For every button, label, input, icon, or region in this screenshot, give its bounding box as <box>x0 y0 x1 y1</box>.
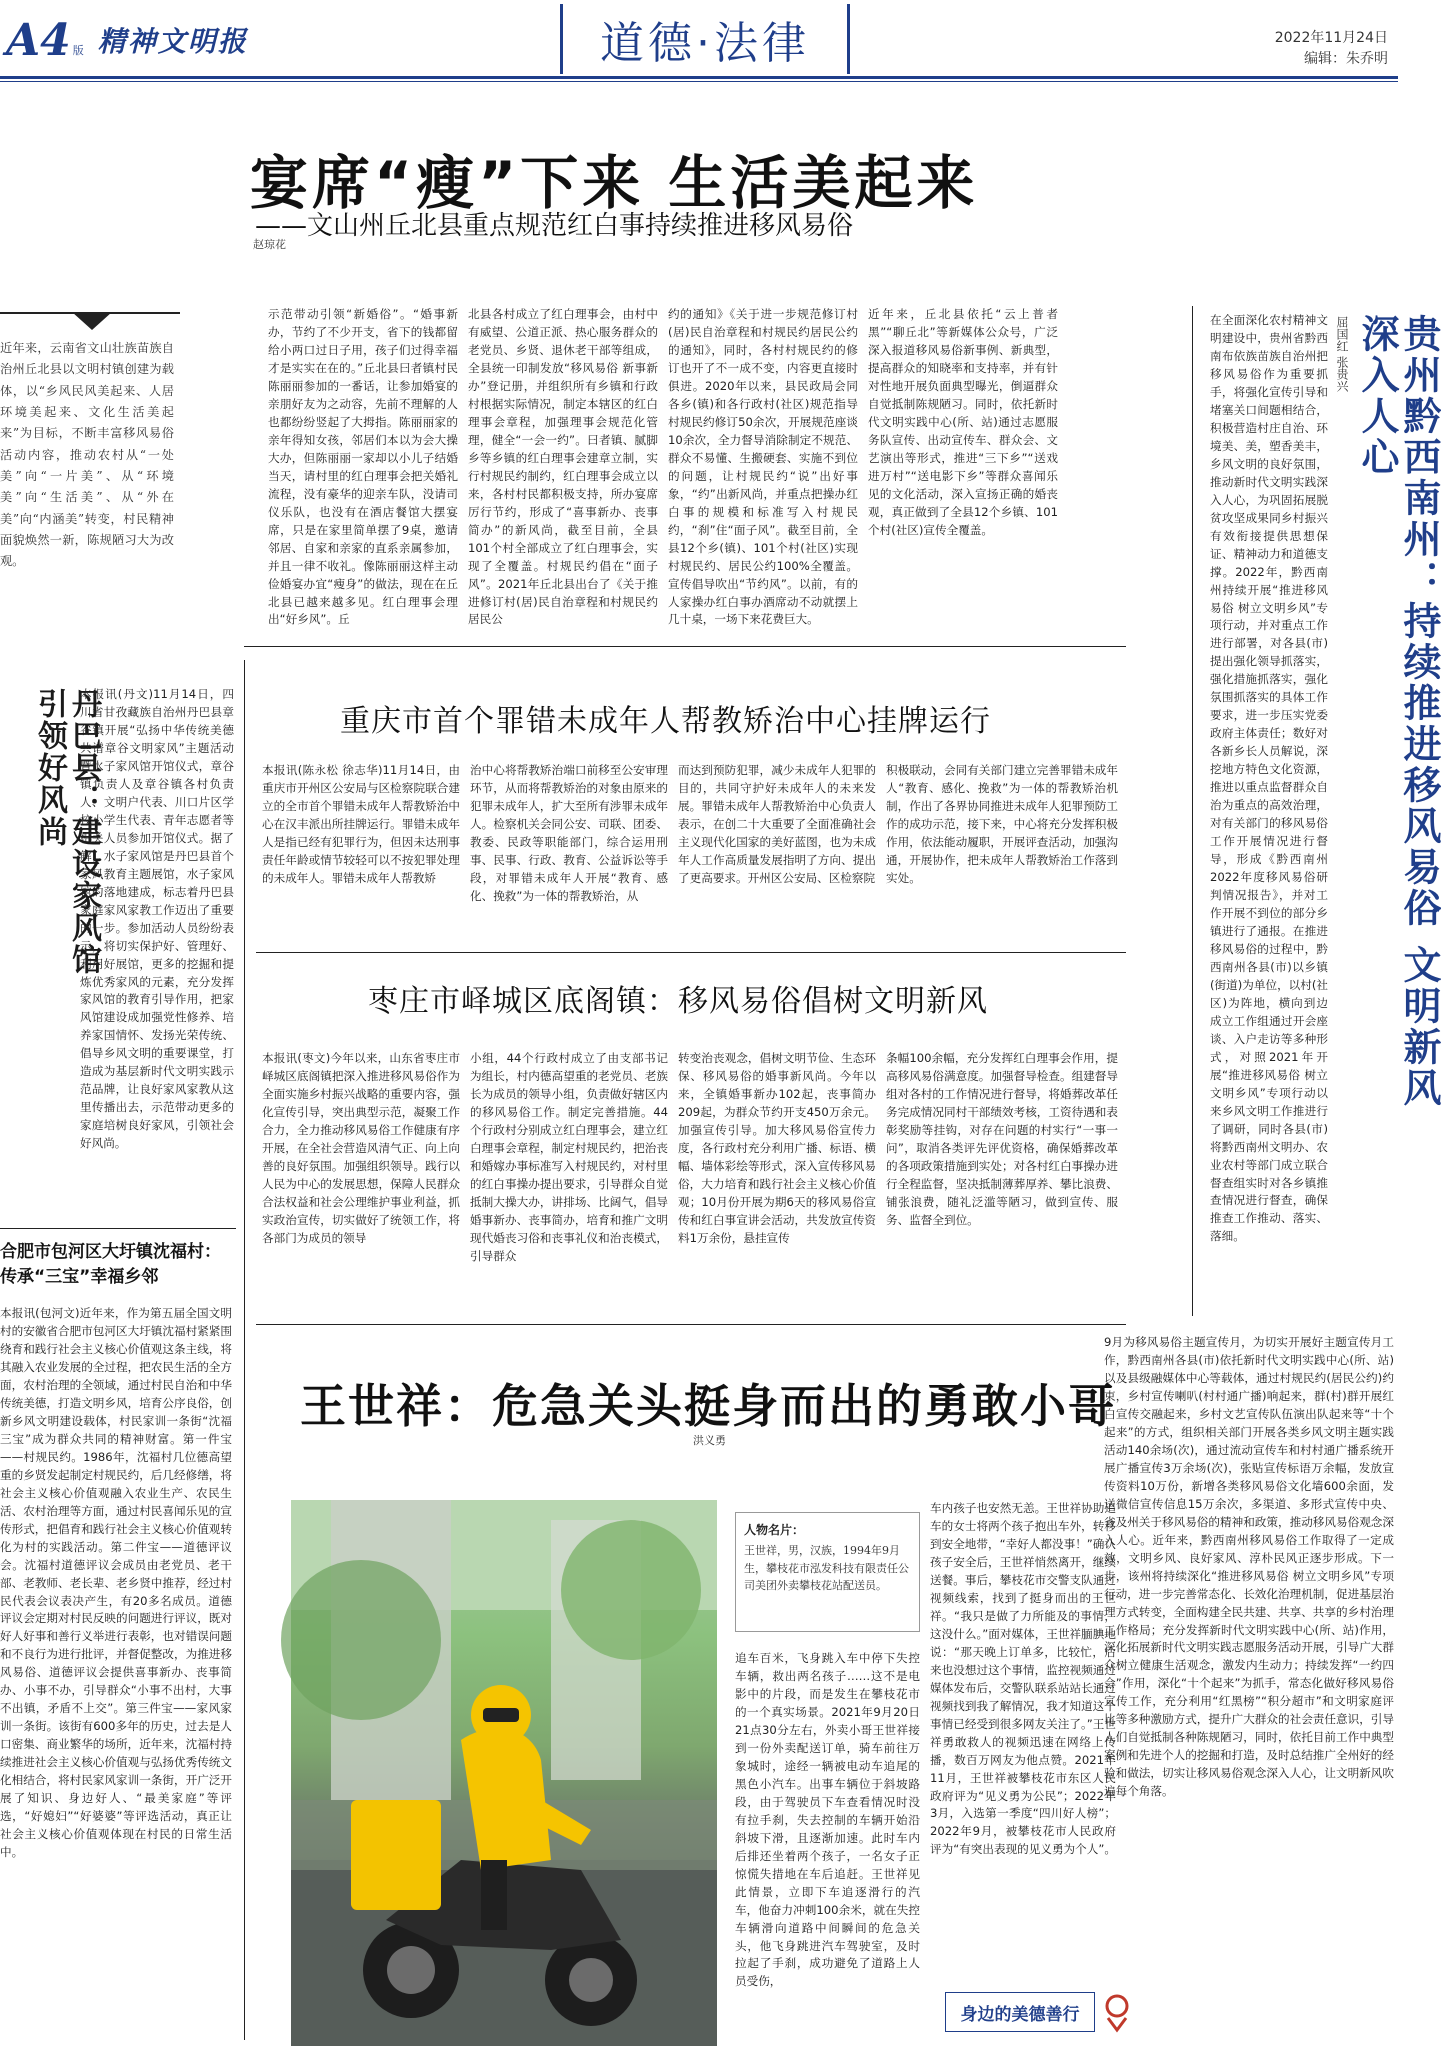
left-column-rule <box>244 660 245 2040</box>
zaozhuang-column-4: 条幅100余幅，充分发挥红白理事会作用，提高移风易俗满意度。加强督导检查。组建督导组对各村的工作情况进行督导，将婚葬改革任务完成情况同村干部绩效考核，工资待遇和表彰奖励等挂钩，对存在问题的村实行“一事一问”，取消各类评先评优资格，确保婚葬改革的各项政策措施到实处；对各村红白事操办进行全程监督，坚决抵制薄葬厚养、攀比浪费、铺张浪费，随礼泛滥等陋习，做到宣传、服务、监督全到位。 <box>886 1051 1118 1227</box>
lead-byline: 赵琼花 <box>253 238 286 251</box>
chongqing-column-3: 而达到预防犯罪，减少未成年人犯罪的目的，共同守护好未成年人的未来发展。罪错未成年人帮教矫治中心负责人表示，在创二十大重要了全面准确社会主义现代化国家的美好蓝图，也为未成年人工作高质量发展指明了方向、提出了更高要求。开州区公安局、区检察院 <box>678 763 876 885</box>
issue-date: 2022年11月24日 <box>1274 30 1388 46</box>
hero-profile-text: 王世祥，男，汉族，1994年9月生，攀枝花市泓发科技有限责任公司美团外卖攀枝花站配送员。 <box>744 1544 909 1593</box>
zaozhuang-column-2: 小组，44个行政村成立了由支部书记为组长，村内德高望重的老党员、老族长为成员的领导小组，负责做好辖区内的移风易俗工作。制定完善措施。44个行政村分别成立红白理事会，建立红白理事会章程，制定村规民约，把治丧和婚嫁办事标准写入村规民约，对村里的红白事操办提出要求，引导群众自觉抵制大操大办，讲排场、比阔气，倡导婚事新办、丧事简办，培育和推广文明现代婚丧习俗和丧事礼仪和治丧模式，引导群众 <box>470 1051 668 1263</box>
baofu-top-rule <box>0 1228 236 1229</box>
ornament-icon <box>1100 1992 1134 2032</box>
column-badge-label: 身边的美德善行 <box>960 2004 1080 2025</box>
page-suffix: 版 <box>72 44 84 57</box>
issue-info <box>1275 28 1388 70</box>
zaozhuang-column-3: 转变治丧观念，倡树文明节俭、生态环保、移风易俗的婚事新风尚。今年以来，全镇婚事新办102起，丧事简办209起，为群众节约开支450万余元。加强宣传引导。加大移风易俗宣传力度，各行政村充分利用广播、标语、横幅、墙体彩绘等形式，深入宣传移风易俗，大力培育和践行社会主义核心价值观；10月份开展为期6天的移风易俗宣传和红白事宣讲会活动，共发放宣传资料1万余份，悬挂宣传 <box>678 1051 876 1245</box>
hero-photo <box>291 1500 717 2046</box>
guizhou-byline: 屈国红 张贵兴 <box>1335 316 1349 392</box>
guizhou-column-2: 9月为移风易俗主题宣传月，为切实开展好主题宣传月工作，黔西南州各县(市)依托新时代文明实践中心(所、站)以及县级融媒体中心等载体，通过村规民约(居民公约)约束，乡村宣传喇叭(村村通广播)响起来，群(村)群开展红白宣传交融起来，乡村文艺宣传队伍演出队起来等“十个起来”的方式，组织相关部门开展各类乡风文明主题实践活动140余场(次)，通过流动宣传车和村村通广播系统开展广播宣传3万余场(次)，张贴宣传标语万余幅，发放宣传资料10万份，新增各类移风易俗文化墙600余面，发送微信宣传信息15万余次，多渠道、多形式宣传中央、省及州关于移风易俗的精神和政策，推动移风易俗观念深入人心。近年来，黔西南州移风易俗工作取得了一定成效，文明乡风、良好家风、淳朴民风正逐步形成。下一步，该州将持续深化“推进移风易俗 树立文明乡风”专项行动，进一步完善常态化、长效化治理机制，促进基层治理方式转变，全面构建全民共建、共享、共享的乡村治理工作格局；充分发挥新时代文明实践中心(所、站)作用，深化拓展新时代文明实践志愿服务活动开展，引导广大群众树立健康生活观念，激发内生动力；持续发挥“一约四会”作用，深化“十个起来”为抓手，常态化做好移风易俗宣传工作，充分利用“红黑榜”“积分超市”和文明家庭评比等多种激励方式，提升广大群众的社会责任意识，引导人们自觉抵制各种陈规陋习，同时，依托目前工作中典型案例和先进个人的挖掘和打造，及时总结推广全州好的经验和做法，切实让移风易俗观念深入人心，让文明新风吹遍每个角落。 <box>1104 1335 1394 1799</box>
lead-column-2: 北县各村成立了红白理事会，由村中有威望、公道正派、热心服务群众的老党员、乡贤、退休老干部等组成，全县统一印制发放“移风易俗 新事新办”登记册，并组织所有乡镇和行政村根据实际情况，制定本辖区的红白理事会章程，加强理事会规范化管理，健全“一会一约”。曰者镇、腻脚乡等乡镇的红白理事会建章立制，实行村规民约制约，红白理事会成立以来，各村村民都积极支持，所办宴席厉行节约，形成了“喜事新办、丧事简办”的新风尚，截至目前，全县101个村全部成立了红白理事会，实现了全覆盖。村规民约倡在“面子风”。2021年丘北县出台了《关于推进修订村(居)民自治章程和村规民约居民公 <box>468 307 658 627</box>
hero-byline: 洪义勇 <box>693 1434 726 1447</box>
paper-name: 精神文明报 <box>97 25 248 58</box>
baofu-headline: 合肥市包河区大圩镇沈福村：传承“三宝”幸福乡邻 <box>0 1242 221 1287</box>
danba-column: 本报讯(丹文)11月14日，四川省甘孜藏族自治州丹巴县章谷镇开展“弘扬中华传统美德 共谱章谷文明家风”主题活动暨水子家风馆开馆仪式，章谷镇负责人及章谷镇各村负责人、文明户代表、川口片区学校小学生代表、青年志愿者等相关人员参加开馆仪式。据了解，水子家风馆是丹巴县首个家风教育主题展馆，水子家风馆的落地建成，标志着丹巴县家庭家风家教工作迈出了重要的一步。参加活动人员纷纷表示，将切实保护好、管理好、利用好展馆，更多的挖掘和提炼优秀家风的元素，充分发挥家风馆的教育引导作用，把家风馆建设成加强党性修养、培养家国情怀、发扬光荣传统、倡导乡风文明的重要课堂，打造成为基层新时代文明实践示范品牌，让良好家风家教从这里传播出去，示范带动更多的家庭培树良好家风，引领社会好风尚。 <box>80 687 234 1151</box>
delivery-rider-illustration <box>291 1500 717 2046</box>
chongqing-headline: 重庆市首个罪错未成年人帮教矫治中心挂牌运行 <box>340 704 991 739</box>
section-title: 道德·法律 <box>600 18 810 69</box>
lead-column-4: 近年来，丘北县依托“云上普者黑”“聊丘北”等新媒体公众号，广泛深入报道移风易俗新事例、新典型，提高群众的知晓率和支持率，并有针对性地开展负面典型曝光，倒逼群众自觉抵制陈规陋习。同时，依托新时代文明实践中心(所、站)通过志愿服务队宣传、出动宣传车、群众会、文艺演出等形式，推进“三下乡”“送戏进万村”“送电影下乡”等群众喜闻乐见的文化活动，深入宣扬正确的婚丧观，真正做到了全县12个乡镇、101个村(社区)宣传全覆盖。 <box>868 307 1058 537</box>
column-badge <box>945 1992 1095 2032</box>
section-banner <box>560 4 850 74</box>
lead-column-1: 示范带动引领“新婚俗”。“婚事新办，节约了不少开支，省下的钱都留给小两口过日子用，孩子们过得幸福才是实实在在的。”丘北县曰者镇村民陈丽丽参加的一番话，让参加婚宴的亲朋好友为之动容，先前不理解的人也都纷纷竖起了大拇指。陈丽丽家的亲年得知女孩，邻居们本以为会大操大办，但陈丽丽一家却以小儿子结婚当天，请村里的红白理事会把关婚礼流程，没有豪华的迎亲车队，没请司仪乐队，也没有在酒店餐馆大摆宴席，只是在家里简单摆了9桌，邀请邻居、自家和亲家的直系亲属参加，并且一律不收礼。像陈丽丽这样主动俭婚宴办宜“瘦身”的做法，现在在丘北县已越来越多见。红白理事会理出“好乡风”。丘 <box>268 307 458 627</box>
chongqing-column-4: 积极联动，会同有关部门建立完善罪错未成年人“教育、感化、挽救”为一体的帮教矫治机制，作出了各界协同推进未成年人犯罪预防工作的成功示范，接下来，中心将充分发挥积极作用，依法能动履职，开展评查活动，加强沟通，开展协作，把未成年人帮教矫治工作落到实处。 <box>886 763 1118 885</box>
hero-profile-card <box>735 1512 920 1632</box>
danba-headline: 丹巴县：建设家风馆 引领好风尚 <box>32 688 101 976</box>
header-divider-thin <box>0 81 1398 82</box>
zaozhuang-column-1: 本报讯(枣文)今年以来，山东省枣庄市峄城区底阁镇把深入推进移风易俗作为全面实施乡村振兴战略的重要内容，强化宣传引导，突出典型示范，凝聚工作合力，全力推动移风易俗工作健康有序开展，在全社会营造风清气正、向上向善的良好氛围。加强组织领导。践行以人民为中心的发展思想，保障人民群众合法权益和社会公理维护事业利益，抓实政治宣传，切实做好了统领工作，将各部门为成员的领导 <box>262 1051 460 1245</box>
lead-bottom-rule <box>244 646 1126 647</box>
hero-column-1: 追车百米，飞身跳入车中停下失控车辆，救出两名孩子……这不是电影中的片段，而是发生在攀枝花市的一个真实场景。2021年9月20日21点30分左右，外卖小哥王世祥接到一份外卖配送订单，骑车前往万象城时，途经一辆被电动车追尾的黑色小汽车。出事车辆位于斜坡路段，由于驾驶员下车查看情况时没有拉手刹，失去控制的车辆开始沿斜坡下滑，且逐渐加速。此时车内后排还坐着两个孩子，一名女子正惊慌失措地在车后追赶。王世祥见此情景，立即下车追逐滑行的汽车，他奋力冲刺100余米，就在失控车辆滑向道路中间瞬间的危急关头，他飞身跳进汽车驾驶室，及时拉起了手刹，成功避免了道路上人员受伤， <box>735 1651 920 1989</box>
right-column-rule <box>1192 306 1193 1316</box>
lead-subheadline: ——文山州丘北县重点规范红白事持续推进移风易俗 <box>255 211 854 241</box>
zaozhuang-headline: 枣庄市峄城区底阁镇：移风易俗倡树文明新风 <box>368 984 988 1019</box>
hero-profile-label: 人物名片： <box>744 1523 805 1537</box>
zaozhuang-bottom-rule <box>256 1324 1126 1325</box>
chongqing-column-2: 治中心将帮教矫治端口前移至公安审理环节，从而将帮教矫治的对象由原来的犯罪未成年人，扩大至所有涉罪未成年人。检察机关会同公安、司联、团委、教委、民政等职能部门，综合运用刑事、民事、行政、教育、公益诉讼等手段，对罪错未成年人开展“教育、感化、挽救”为一体的帮教矫治，从 <box>470 763 668 903</box>
hero-headline: 王世祥：危急关头挺身而出的勇敢小哥 <box>300 1379 1116 1433</box>
hero-column-2: 车内孩子也安然无恙。王世祥协助追车的女士将两个孩子抱出车外，转移到安全地带，“幸好人都没事！”确认孩子安全后，王世祥悄然离开，继续送餐。事后，攀枝花市交警支队通过视频线索，找到了挺身而出的王世祥。“我只是做了力所能及的事情，这没什么。”面对媒体，王世祥腼腆地说：“那天晚上订单多，比较忙，后来也没想过这个事情，监控视频通过媒体发布后，交警队联系站站长通过视频找到我了解情况，我才知道这个事情已经受到很多网友关注了。”王世祥勇敢救人的视频迅速在网络上传播，数百万网友为他点赞。2021年11月，王世祥被攀枝花市东区人民政府评为“见义勇为公民”；2022年3月，入选第一季度“四川好人榜”；2022年9月，被攀枝花市人民政府评为“有突出表现的见义勇为个人”。 <box>930 1501 1116 1857</box>
masthead <box>6 10 248 70</box>
lead-column-3: 约的通知》《关于进一步规范修订村(居)民自治章程和村规民约居民公约的通知》，同时，各村村规民约的修订也开了不一成不变，内容更直接时俱进。2020年以来，县民政局会同各乡(镇)和各行政村(社区)规范指导村规民约修订50余次，开展规范座谈10余次，全力督导消除制定不规范、群众不易懂、生搬硬套、实施不到位的问题，让村规民约“说”出好事象，“约”出新风尚，并重点把操办红白事的规模和标准写入村规民约，“刹”住“面子风”。截至目前，全县12个乡(镇)、101个村(社区)实现村规民约、居民公约100%全覆盖。宣传倡导吹出“节约风”。以前，有的人家操办红白事办酒席动不动就摆上几十桌，一场下来花费巨大。 <box>668 307 858 627</box>
editor-credit: 编辑：朱乔明 <box>1304 51 1388 67</box>
page-number: A4 <box>6 14 71 66</box>
guizhou-headline: 贵州黔西南州：持续推进移风易俗 文明新风深入人心 <box>1355 314 1441 1110</box>
baofu-column: 本报讯(包河文)近年来，作为第五届全国文明村的安徽省合肥市包河区大圩镇沈福村紧紧围绕育和践行社会主义核心价值观这条主线，将其融入农业发展的全过程，把农民生活的全方面，农村治理的全领域，通过村民自治和中华传统美德，打造文明乡风，培育公序良俗，创新乡风文明建设载体，村民家训一条街“沈福三宝”成为群众共同的精神财富。第一件宝——村规民约。1986年，沈福村几位德高望重的乡贤发起制定村规民约，后几经修缮，将社会主义核心价值观融入农业生产、农民生活、农村治理等方面，通过村民喜闻乐见的宣传形式，把倡育和践行社会主义核心价值观转化为村的实践活动。第二件宝——道德评议会。沈福村道德评议会成员由老党员、老干部、老教师、老长辈、老乡贤中推荐，经过村民代表会议表决产生，有20多名成员。道德评议会定期对村民反映的问题进行评议，既对好人好事和善行义举进行表彰，也对错误问题和不良行为进行批评，并督促整改，为推进移风易俗、道德评议会提供喜事新办、丧事简办、小事不办，引导群众“小事不出村，大事不出镇，矛盾不上交”。第三件宝——家风家训一条街。该街有600多年的历史，过去是人口密集、商业繁华的场所，近年来，沈福村持续推进社会主义核心价值观与弘扬优秀传统文化相结合，将村民家风家训一条街，开广泛开展了知识、身边好人、“最美家庭”等评选，“好媳妇”“好婆婆”等评选活动，真正让社会主义核心价值观体现在村民的日常生活中。 <box>0 1306 232 1860</box>
lead-intro: 近年来，云南省文山壮族苗族自治州丘北县以文明村镇创建为载体，以“乡风民风美起来、人居环境美起来、文化生活美起来”为目标，不断丰富移风易俗活动内容，推动农村从“一处美”向“一片美”、从“环境美”向“生活美”、从“外在美”向“内涵美”转变，村民精神面貌焕然一新，陈规陋习大为改观。 <box>0 341 174 569</box>
header-divider <box>0 76 1398 79</box>
chongqing-bottom-rule <box>256 952 1126 953</box>
lead-headline: 宴席“瘦”下来 生活美起来 <box>250 149 979 217</box>
guizhou-column-1: 在全面深化农村精神文明建设中，贵州省黔西南布依族苗族自治州把移风易俗作为重要抓手，将强化宣传引导和堵塞关口间题相结合，积极营造村庄自治、环境美、美，塑香美丰，乡风文明的良好氛围，推动新时代文明实践深入人心，为巩固拓展脱贫攻坚成果同乡村振兴有效衔接提供思想保证、精神动力和道德支撑。2022年，黔西南州持续开展“推进移风易俗 树立文明乡风”专项行动，并对重点工作进行部署，对各县(市)提出强化领导抓落实，强化措施抓落实，强化氛围抓落实的具体工作要求，进一步压实党委政府主体责任；数好对各新乡长人员解说，深挖地方特色文化资源，推进以重点监督群众自治为重点的高效治理，对有关部门的移风易俗工作开展情况进行督导，形成《黔西南州2022年度移风易俗研判情况报告》，并对工作开展不到位的部分乡镇进行了通报。在推进移风易俗的过程中，黔西南州各县(市)以乡镇(街道)为单位，以村(社区)为阵地，横向到边成立工作组通过开会座谈、入户走访等多种形式，对照2021年开展“推进移风易俗 树立文明乡风”专项行动以来乡风文明工作推进行了调研，同时各县(市)将黔西南州文明办、农业农村等部门成立联合督查组实时对各乡镇推查情况进行督查，确保推查工作推动、落实、落细。 <box>1210 313 1328 1244</box>
chongqing-column-1: 本报讯(陈永松 徐志华)11月14日，由重庆市开州区公安局与区检察院联合建立的全市首个罪错未成年人帮教矫治中心在汉丰派出所挂牌运行。罪错未成年人是指已经有犯罪行为，但因未达刑事责任年龄或情节较轻可以不按犯罪处理的未成年人。罪错未成年人帮教矫 <box>262 763 460 885</box>
